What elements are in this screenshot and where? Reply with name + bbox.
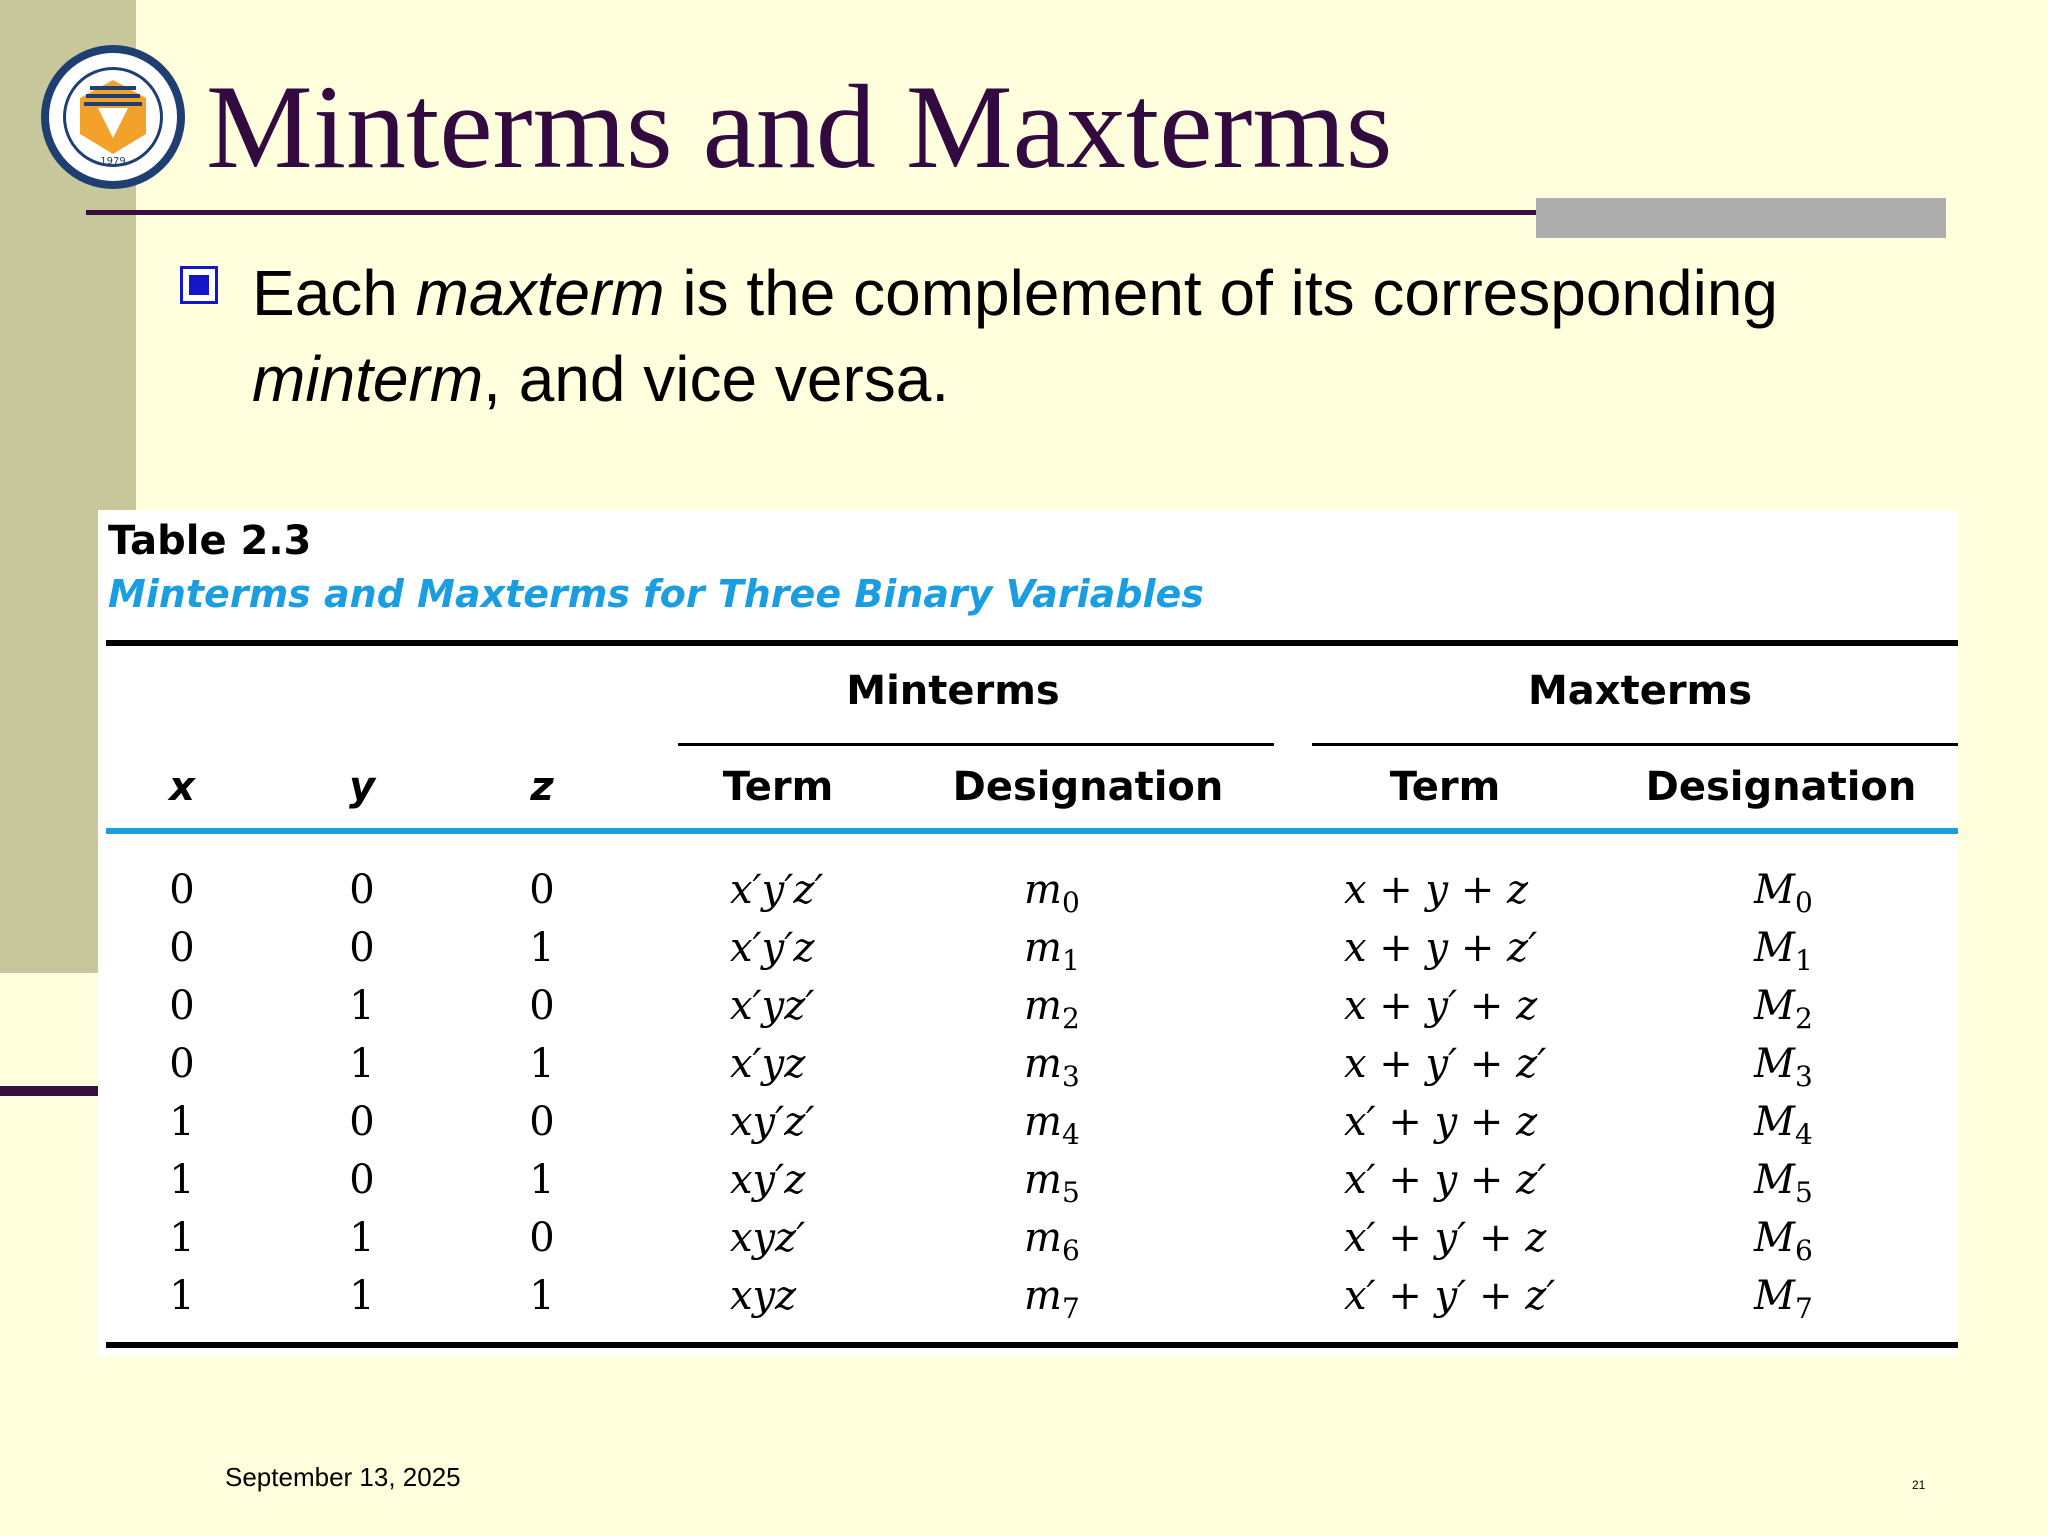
designation-symbol: M [1754,867,1795,913]
designation-symbol: m [1024,983,1062,1029]
page-number: 21 [1912,1478,1926,1492]
cell-x: 1 [169,1215,195,1261]
cell-maxterm-term: x + y + z [1344,867,1529,913]
cell-y: 1 [349,1273,375,1319]
header-y: y [348,764,376,810]
designation-symbol: m [1024,1157,1062,1203]
cell-y: 1 [349,983,375,1029]
cell-maxterm-designation [1754,1098,1813,1159]
designation-symbol: m [1024,1273,1062,1319]
bullet-square-icon [180,266,218,304]
designation-index: 4 [1794,1118,1813,1151]
cell-minterm-term: xy′z′ [730,1099,815,1145]
cell-maxterm-designation [1754,1272,1813,1333]
cell-z: 1 [529,1041,555,1087]
designation-symbol: m [1024,867,1062,913]
designation-symbol: m [1024,1099,1062,1145]
designation-index: 7 [1794,1292,1813,1325]
bullet-part: is the complement of its corresponding [664,257,1778,329]
cell-y: 0 [349,1157,375,1203]
cell-y: 1 [349,1041,375,1087]
header-maxterm-designation: Designation [1645,764,1917,810]
cell-x: 0 [169,983,195,1029]
designation-index: 5 [1794,1176,1813,1209]
cell-minterm-term: x′y′z′ [730,867,824,913]
designation-index: 3 [1794,1060,1813,1093]
cell-maxterm-term: x′ + y + z′ [1344,1157,1547,1203]
designation-symbol: M [1754,1215,1795,1261]
footer-date: September 13, 2025 [225,1462,461,1492]
logo-year: 1979 [100,156,126,167]
designation-symbol: m [1024,925,1062,971]
table-caption: Minterms and Maxterms for Three Binary Variables [108,572,1204,616]
cell-minterm-term: x′yz [730,1041,806,1087]
header-maxterm-term: Term [1389,764,1501,810]
cell-x: 1 [169,1273,195,1319]
designation-index: 1 [1794,944,1813,977]
cell-minterm-designation [1024,866,1080,927]
designation-index: 5 [1061,1176,1080,1209]
header-minterm-designation: Designation [952,764,1224,810]
maxterms-group-rule [1312,743,1958,746]
cell-maxterm-term: x′ + y′ + z′ [1344,1273,1556,1319]
cell-maxterm-term: x + y + z′ [1344,925,1538,971]
cell-z: 1 [529,925,555,971]
header-z: z [530,764,554,810]
designation-symbol: M [1754,925,1795,971]
designation-index: 2 [1794,1002,1813,1035]
cell-z: 0 [529,1099,555,1145]
minterms-group-rule [678,743,1274,746]
header-minterm-term: Term [722,764,834,810]
designation-index: 1 [1061,944,1080,977]
bullet-emphasis-maxterm: maxterm [415,257,665,329]
cell-x: 1 [169,1157,195,1203]
header-minterms-group: Minterms [846,668,1060,714]
designation-symbol: m [1024,1215,1062,1261]
bullet-text [252,250,1952,422]
cell-maxterm-designation [1754,924,1813,985]
cell-minterm-designation [1024,982,1080,1043]
designation-symbol: M [1754,1273,1795,1319]
cell-maxterm-designation [1754,1156,1813,1217]
designation-index: 6 [1061,1234,1080,1267]
designation-index: 4 [1061,1118,1080,1151]
table-top-rule [106,640,1958,646]
cell-z: 0 [529,983,555,1029]
bullet-part: , and vice versa. [483,343,950,415]
cell-x: 0 [169,1041,195,1087]
cell-x: 0 [169,867,195,913]
header-x: x [169,764,195,810]
cell-y: 0 [349,867,375,913]
designation-index: 0 [1061,886,1080,919]
bullet-part: Each [252,257,416,329]
cell-minterm-term: xyz′ [730,1215,806,1261]
slide-title: Minterms and Maxterms [206,60,1393,193]
designation-index: 6 [1794,1234,1813,1267]
bullet-emphasis-minterm: minterm [252,343,484,415]
cell-z: 0 [529,867,555,913]
cell-minterm-term: xy′z [730,1157,806,1203]
cell-maxterm-term: x + y′ + z′ [1344,1041,1547,1087]
header-maxterms-group: Maxterms [1527,668,1753,714]
cell-x: 1 [169,1099,195,1145]
cell-y: 1 [349,1215,375,1261]
cell-maxterm-designation [1754,1214,1813,1275]
cell-y: 0 [349,925,375,971]
cell-minterm-term: x′y′z [730,925,815,971]
designation-symbol: M [1754,1157,1795,1203]
designation-symbol: M [1754,1041,1795,1087]
left-accent-bar [0,1086,100,1096]
designation-index: 0 [1794,886,1813,919]
university-logo [38,42,188,192]
cell-minterm-designation [1024,1040,1080,1101]
table-number: Table 2.3 [108,518,312,564]
header-separator-rule [106,828,1958,834]
cell-maxterm-term: x′ + y + z [1344,1099,1538,1145]
cell-maxterm-designation [1754,866,1813,927]
cell-maxterm-designation [1754,1040,1813,1101]
designation-symbol: M [1754,983,1795,1029]
designation-symbol: M [1754,1099,1795,1145]
cell-minterm-designation [1024,924,1080,985]
cell-minterm-term: x′yz′ [730,983,815,1029]
cell-minterm-designation [1024,1214,1080,1275]
designation-symbol: m [1024,1041,1062,1087]
designation-index: 3 [1061,1060,1080,1093]
title-shadow-bar [1536,198,1946,238]
table-bottom-rule [106,1342,1958,1348]
designation-index: 7 [1061,1292,1080,1325]
cell-minterm-term: xyz [730,1273,797,1319]
cell-z: 1 [529,1273,555,1319]
cell-y: 0 [349,1099,375,1145]
cell-minterm-designation [1024,1156,1080,1217]
cell-x: 0 [169,925,195,971]
cell-maxterm-term: x + y′ + z [1344,983,1538,1029]
cell-minterm-designation [1024,1272,1080,1333]
designation-index: 2 [1061,1002,1080,1035]
cell-maxterm-term: x′ + y′ + z [1344,1215,1547,1261]
cell-z: 0 [529,1215,555,1261]
cell-maxterm-designation [1754,982,1813,1043]
cell-z: 1 [529,1157,555,1203]
cell-minterm-designation [1024,1098,1080,1159]
